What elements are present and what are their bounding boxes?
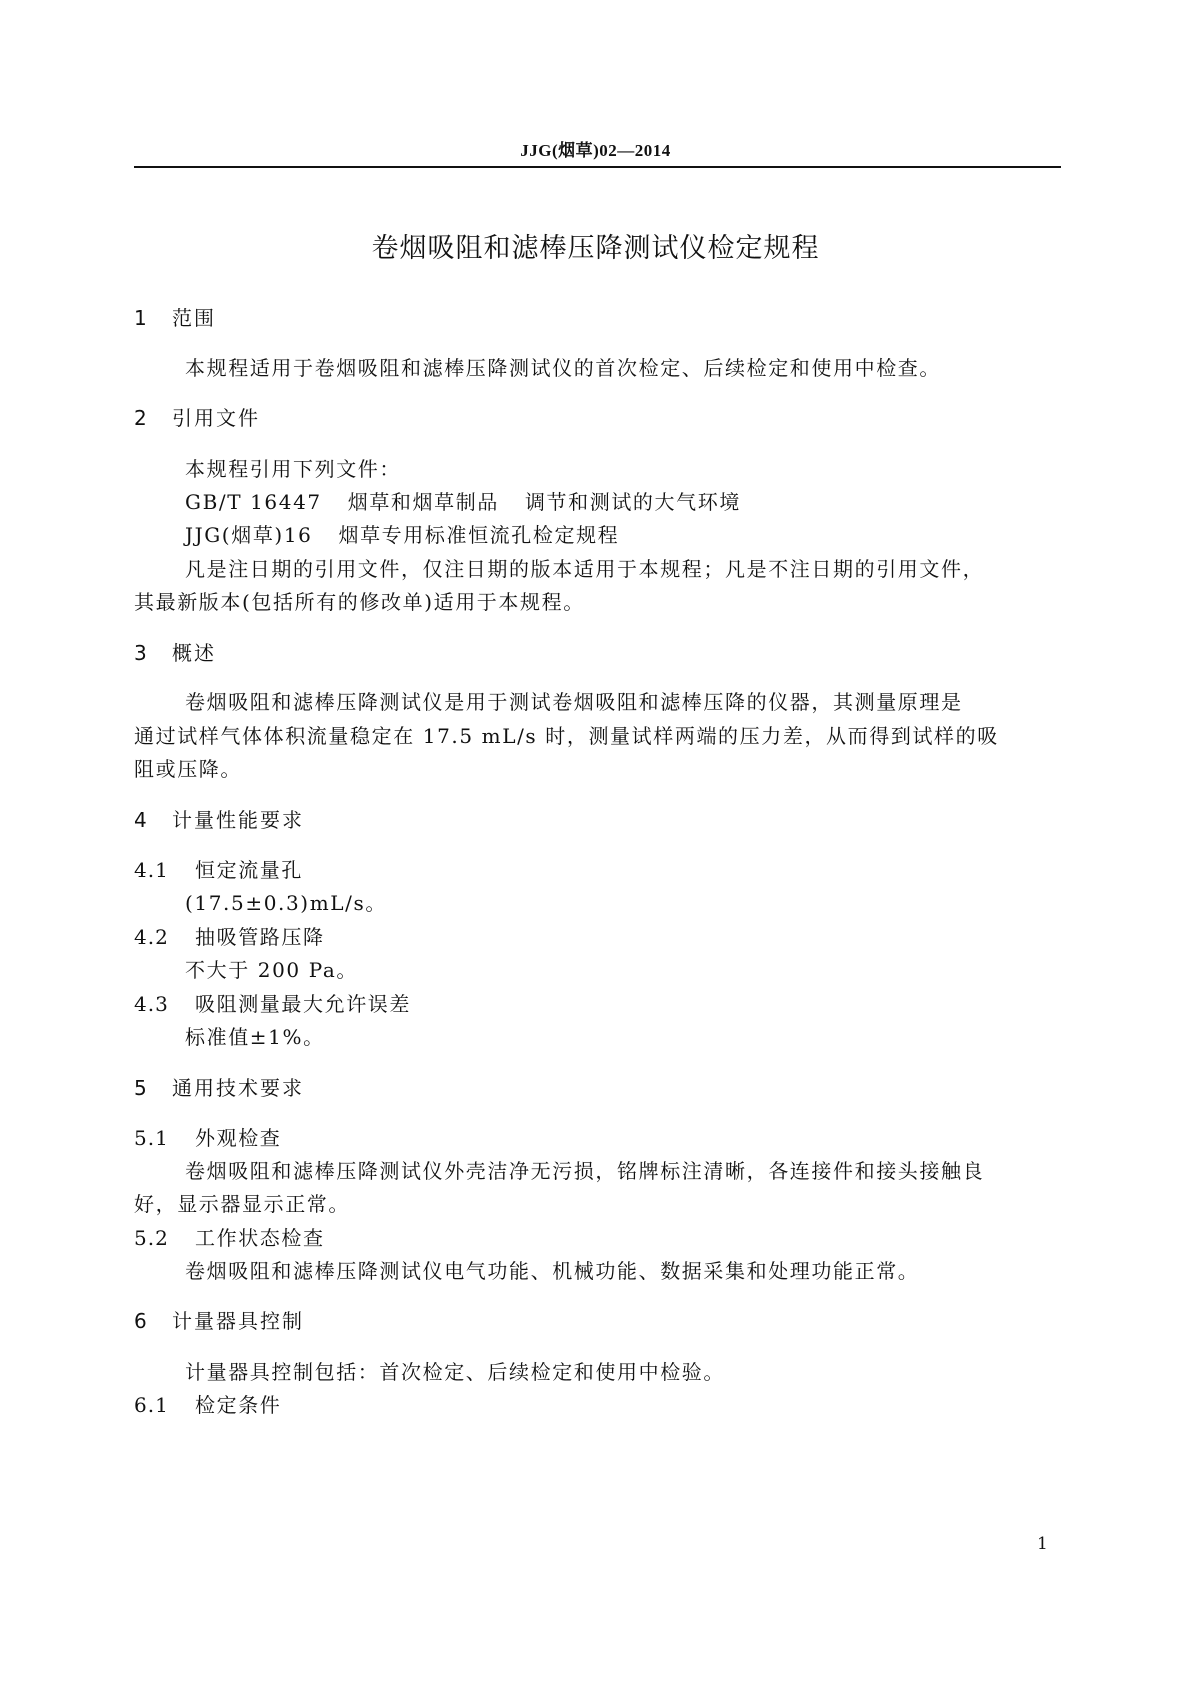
clause-number: 5.2 xyxy=(134,1226,169,1250)
section-3-line-1: 卷烟吸阻和滤棒压降测试仪是用于测试卷烟吸阻和滤棒压降的仪器，其测量原理是 xyxy=(185,690,963,714)
header-rule xyxy=(134,166,1061,168)
section-title: 计量性能要求 xyxy=(172,808,304,832)
clause-5-2-line-1: 卷烟吸阻和滤棒压降测试仪电气功能、机械功能、数据采集和处理功能正常。 xyxy=(185,1259,920,1283)
reference-name: 烟草专用标准恒流孔检定规程 xyxy=(338,523,620,547)
section-number: 2 xyxy=(134,406,147,430)
reference-code: JJG(烟草)16 xyxy=(185,523,313,547)
section-1-heading xyxy=(134,302,216,331)
clause-5-2 xyxy=(134,1222,325,1251)
clause-4-2-value: 不大于 200 Pa。 xyxy=(185,958,358,982)
clause-4-2 xyxy=(134,921,325,950)
reference-jjg-16 xyxy=(185,519,619,548)
clause-title: 工作状态检查 xyxy=(195,1226,325,1250)
clause-5-1-line-1: 卷烟吸阻和滤棒压降测试仪外壳洁净无污损，铭牌标注清晰，各连接件和接头接触良 xyxy=(185,1159,985,1183)
section-title: 引用文件 xyxy=(172,406,260,430)
reference-code: GB/T 16447 xyxy=(185,490,322,514)
section-title: 概述 xyxy=(172,641,216,665)
clause-title: 检定条件 xyxy=(195,1393,282,1417)
clause-5-1 xyxy=(134,1122,281,1151)
clause-title: 抽吸管路压降 xyxy=(195,925,325,949)
clause-title: 外观检查 xyxy=(195,1126,282,1150)
section-1-paragraph: 本规程适用于卷烟吸阻和滤棒压降测试仪的首次检定、后续检定和使用中检查。 xyxy=(185,356,941,380)
clause-number: 4.1 xyxy=(134,858,169,882)
section-5-heading xyxy=(134,1072,304,1101)
clause-4-1 xyxy=(134,854,303,883)
clause-title: 吸阻测量最大允许误差 xyxy=(195,992,411,1016)
clause-4-1-value: (17.5±0.3)mL/s。 xyxy=(185,891,387,915)
section-2-note-line-2: 其最新版本(包括所有的修改单)适用于本规程。 xyxy=(134,590,585,614)
section-title: 范围 xyxy=(172,306,216,330)
section-number: 6 xyxy=(134,1309,147,1333)
section-6-heading xyxy=(134,1305,304,1334)
section-4-heading xyxy=(134,804,304,833)
section-2-heading xyxy=(134,402,260,431)
reference-gbt-16447 xyxy=(185,486,741,515)
section-title: 通用技术要求 xyxy=(172,1076,304,1100)
section-number: 1 xyxy=(134,306,147,330)
section-3-line-3: 阻或压降。 xyxy=(134,757,242,781)
reference-name: 烟草和烟草制品 xyxy=(347,490,499,514)
section-2-note-line-1: 凡是注日期的引用文件，仅注日期的版本适用于本规程；凡是不注日期的引用文件， xyxy=(185,557,985,581)
page-number: 1 xyxy=(1037,1534,1048,1554)
reference-subtitle: 调节和测试的大气环境 xyxy=(524,490,741,514)
section-title: 计量器具控制 xyxy=(172,1309,304,1333)
document-code-header: JJG(烟草)02—2014 xyxy=(520,141,671,160)
section-6-intro: 计量器具控制包括：首次检定、后续检定和使用中检验。 xyxy=(185,1360,725,1384)
document-title: 卷烟吸阻和滤棒压降测试仪检定规程 xyxy=(371,233,820,264)
clause-number: 6.1 xyxy=(134,1393,169,1417)
section-number: 4 xyxy=(134,808,147,832)
clause-title: 恒定流量孔 xyxy=(195,858,303,882)
clause-number: 5.1 xyxy=(134,1126,169,1150)
section-3-heading xyxy=(134,637,216,666)
clause-5-1-line-2: 好，显示器显示正常。 xyxy=(134,1192,350,1216)
clause-number: 4.2 xyxy=(134,925,169,949)
clause-4-3 xyxy=(134,988,411,1017)
section-3-line-2: 通过试样气体体积流量稳定在 17.5 mL/s 时，测量试样两端的压力差，从而得到试样的吸 xyxy=(134,724,999,748)
section-2-intro: 本规程引用下列文件： xyxy=(185,457,401,481)
clause-number: 4.3 xyxy=(134,992,169,1016)
clause-4-3-value: 标准值±1%。 xyxy=(185,1025,325,1049)
section-number: 3 xyxy=(134,641,147,665)
section-number: 5 xyxy=(134,1076,147,1100)
clause-6-1 xyxy=(134,1389,281,1418)
